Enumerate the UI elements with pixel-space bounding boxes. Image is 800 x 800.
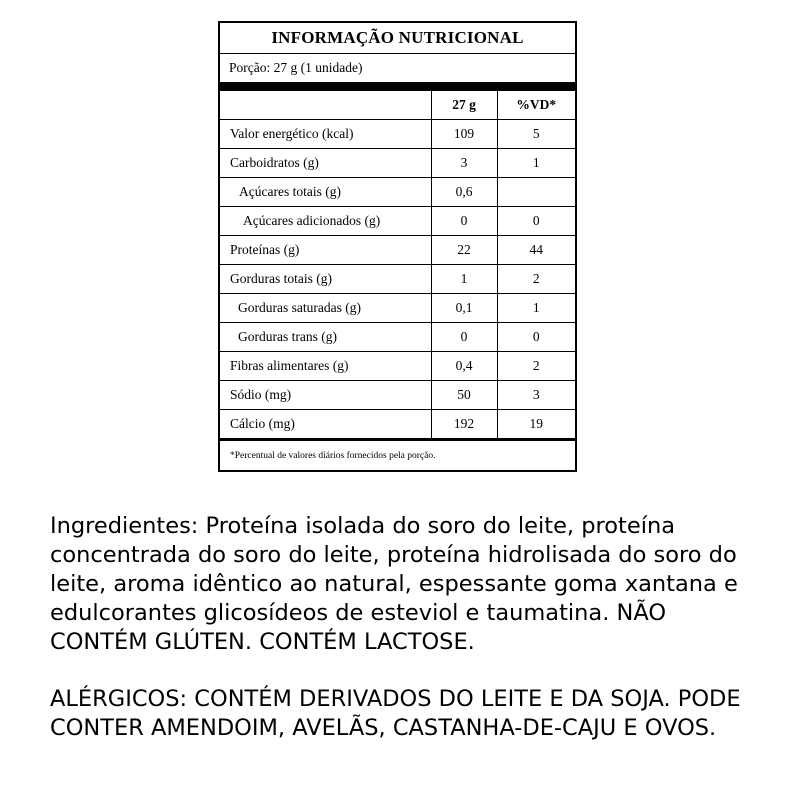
nutrient-amount: 0,1 (431, 294, 497, 323)
nutrition-facts-label (218, 21, 577, 472)
nutrient-vd (497, 178, 575, 207)
table-row (220, 410, 575, 440)
nutrient-vd: 44 (497, 236, 575, 265)
nutrient-vd: 19 (497, 410, 575, 440)
nutrient-vd: 1 (497, 149, 575, 178)
table-row (220, 149, 575, 178)
label-footnote: *Percentual de valores diários fornecidos pela porção. (230, 451, 436, 461)
table-row (220, 236, 575, 265)
nutrient-name: Cálcio (mg) (220, 410, 431, 440)
table-row (220, 265, 575, 294)
nutrient-vd: 5 (497, 120, 575, 149)
table-header-row (220, 91, 575, 120)
nutrient-name: Proteínas (g) (220, 236, 431, 265)
table-row (220, 381, 575, 410)
nutrient-vd: 1 (497, 294, 575, 323)
label-title: INFORMAÇÃO NUTRICIONAL (220, 23, 575, 54)
ingredients-text: Ingredientes: Proteína isolada do soro do leite, proteína concentrada do soro do leite, proteína hidrolisada do soro do leite, aroma idêntico ao natural, espessante goma xantana e edulcorantes glicosídeos de esteviol e taumatina. NÃO CONTÉM GLÚTEN. CONTÉM LACTOSE. (50, 513, 738, 655)
header-vd-cell: %VD* (497, 91, 575, 120)
table-row (220, 207, 575, 236)
nutrient-name: Açúcares totais (g) (220, 178, 431, 207)
portion-size: Porção: 27 g (1 unidade) (220, 54, 575, 91)
table-row (220, 352, 575, 381)
nutrient-amount: 0 (431, 323, 497, 352)
nutrient-name: Fibras alimentares (g) (220, 352, 431, 381)
nutrient-amount: 192 (431, 410, 497, 440)
nutrient-name: Sódio (mg) (220, 381, 431, 410)
nutrient-name: Gorduras trans (g) (220, 323, 431, 352)
nutrient-name: Açúcares adicionados (g) (220, 207, 431, 236)
nutrient-amount: 22 (431, 236, 497, 265)
nutrient-name: Carboidratos (g) (220, 149, 431, 178)
nutrient-amount: 1 (431, 265, 497, 294)
allergens-text: ALÉRGICOS: CONTÉM DERIVADOS DO LEITE E DA SOJA. PODE CONTER AMENDOIM, AVELÃS, CASTANHA-DE-CAJU E OVOS. (50, 686, 741, 741)
nutrient-name: Valor energético (kcal) (220, 120, 431, 149)
header-amount-cell: 27 g (431, 91, 497, 120)
nutrient-vd: 3 (497, 381, 575, 410)
nutrition-table (220, 91, 575, 441)
header-name-cell (220, 91, 431, 120)
table-row (220, 294, 575, 323)
nutrient-amount: 0,6 (431, 178, 497, 207)
nutrient-name: Gorduras saturadas (g) (220, 294, 431, 323)
table-row (220, 323, 575, 352)
table-row (220, 178, 575, 207)
nutrient-amount: 0,4 (431, 352, 497, 381)
nutrient-vd: 0 (497, 207, 575, 236)
nutrient-vd: 2 (497, 352, 575, 381)
nutrient-amount: 109 (431, 120, 497, 149)
table-row (220, 120, 575, 149)
nutrient-vd: 0 (497, 323, 575, 352)
nutrient-amount: 3 (431, 149, 497, 178)
nutrient-amount: 0 (431, 207, 497, 236)
nutrient-amount: 50 (431, 381, 497, 410)
nutrient-name: Gorduras totais (g) (220, 265, 431, 294)
nutrient-vd: 2 (497, 265, 575, 294)
